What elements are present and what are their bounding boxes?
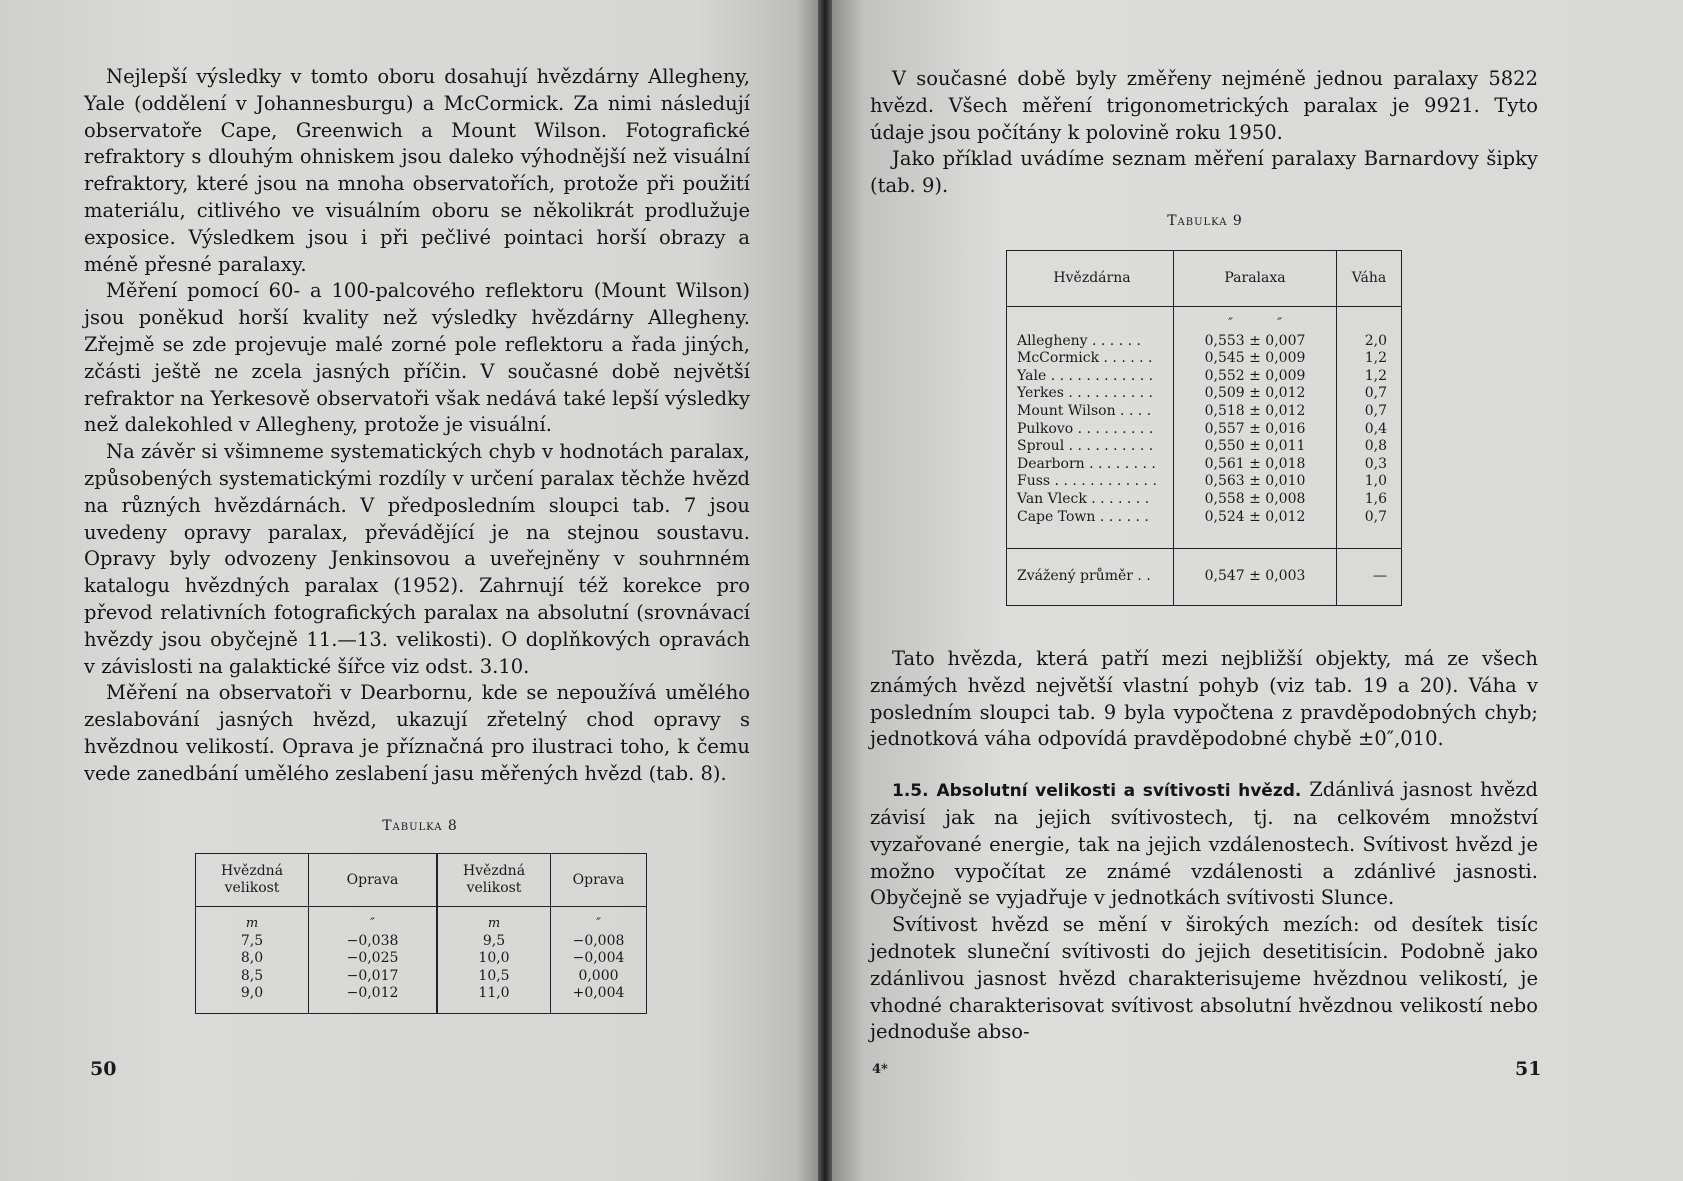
page-number: 50 (90, 1058, 117, 1080)
section-paragraph (870, 777, 1538, 912)
table-row (196, 933, 647, 951)
table-row (1007, 421, 1402, 439)
table8-cell: −0,008 (572, 932, 625, 949)
table8-unit: m (196, 907, 309, 933)
table8-cell: 10,0 (437, 950, 551, 968)
right-page-body-top (870, 66, 1538, 200)
table-row (196, 985, 647, 1013)
paragraph: Nejlepší výsledky v tomto oboru dosahují hvězdárny Allegheny, Yale (oddělení v Johannesburgu) a McCormick. Za nimi následují observatoře Cape, Greenwich a Mount Wilson. Fotografické refraktory s dlouhým ohniskem jsou daleko výhodnější než visuální refraktory, které jsou na mnoha observatořích, protože při použití materiálu, citlivého ve visuálním oboru se několikrát prodlužuje exposice. Výsledkem jsou i při pečlivé pointaci horší obrazy a méně přesné paralaxy. (84, 65, 750, 276)
section-title: Absolutní velikosti a svítivosti hvězd. (936, 781, 1302, 802)
table-row (196, 968, 647, 986)
section-number: 1.5. (892, 781, 929, 802)
table9-header: Hvězdárna (1007, 251, 1174, 307)
table9-cell: 0,561 ± 0,018 (1174, 456, 1337, 474)
table9-unit: ″ (1277, 316, 1282, 331)
table9-unit: ″ (1228, 316, 1233, 331)
table9-header: Paralaxa (1174, 251, 1337, 307)
book-gutter (818, 0, 832, 1181)
table-row (1007, 385, 1402, 403)
table9-cell: 0,3 (1364, 455, 1387, 472)
table9-cell: McCormick . . . . . . (1007, 350, 1174, 368)
page-number: 51 (1515, 1058, 1542, 1080)
table9-cell: 0,545 ± 0,009 (1174, 350, 1337, 368)
table9-cell: 0,518 ± 0,012 (1174, 403, 1337, 421)
table9-cell: Yale . . . . . . . . . . . . (1007, 368, 1174, 386)
left-page-body (84, 64, 750, 788)
table9-cell: Allegheny . . . . . . (1007, 333, 1174, 351)
table-row (1007, 333, 1402, 351)
table9-cell: 0,558 ± 0,008 (1174, 491, 1337, 509)
table9-header: Váha (1337, 251, 1402, 307)
table8-cell: −0,017 (309, 968, 438, 986)
table8-header: Oprava (309, 854, 438, 907)
table9-cell: 0,550 ± 0,011 (1174, 438, 1337, 456)
table9-cell: Mount Wilson . . . . (1007, 403, 1174, 421)
table9-cell: 0,563 ± 0,010 (1174, 473, 1337, 491)
paragraph: Svítivost hvězd se mění v širokých mezích: od desítek tisíc jednotek sluneční svítivosti do jejich desetitisícin. Podobně jako zdánlivou jasnost hvězd charakterisujeme hvězdnou velikostí, je vhodné charakterisovat svítivost absolutní hvězdnou velikostí nebo jednoduše abso- (870, 913, 1538, 1044)
table9-cell: Dearborn . . . . . . . . (1007, 456, 1174, 474)
table8-cell: −0,038 (309, 933, 438, 951)
table8-cell: 10,5 (437, 968, 551, 986)
table9-cell: 0,552 ± 0,009 (1174, 368, 1337, 386)
table-row (1007, 403, 1402, 421)
table8-header: Hvězdná velikost (196, 854, 309, 907)
paragraph: V současné době byly změřeny nejméně jednou paralaxy 5822 hvězd. Všech měření trigonometrických paralax je 9921. Tyto údaje jsou počítány k polovině roku 1950. (870, 67, 1538, 144)
table-row (1007, 438, 1402, 456)
table9-cell: 1,6 (1364, 490, 1387, 507)
table8-cell: 9,5 (437, 933, 551, 951)
table8-cell: −0,025 (309, 950, 438, 968)
table8-unit: ″ (596, 916, 601, 931)
table-row-average (1007, 549, 1402, 606)
paragraph: Na závěr si všimneme systematických chyb v hodnotách paralax, způsobených systematickými rozdíly v určení paralax těchže hvězd na různých hvězdárnách. V předposledním sloupci tab. 7 jsou uvedeny opravy paralax, převádějící je na stejnou soustavu. Opravy byly odvozeny Jenkinsovou a uveřejněny v souhrnném katalogu hvězdných paralax (1952). Zahrnují též korekce pro převod relativních fotografických paralax na absolutní (srovnávací hvězdy jsou obyčejně 11.—13. velikosti). O doplňkových opravách v závislosti na galaktické šířce viz odst. 3.10. (84, 440, 750, 678)
table9-cell: — (1337, 549, 1402, 606)
table8-unit: m (437, 907, 551, 933)
table9-cell: Cape Town . . . . . . (1007, 509, 1174, 549)
table9-cell: 0,8 (1364, 438, 1387, 455)
table-row (1007, 509, 1402, 549)
table9-cell: 0,553 ± 0,007 (1174, 333, 1337, 351)
table9-cell: 0,7 (1364, 508, 1387, 525)
table9-cell: Sproul . . . . . . . . . . (1007, 438, 1174, 456)
table8-cell: 9,0 (196, 985, 309, 1013)
table8-header: Hvězdná velikost (437, 854, 551, 907)
table9-cell: 0,7 (1364, 385, 1387, 402)
table9-cell: 0,547 ± 0,003 (1174, 549, 1337, 606)
table-row (196, 950, 647, 968)
signature-mark: 4* (872, 1062, 888, 1077)
table9-cell: Van Vleck . . . . . . . (1007, 491, 1174, 509)
table9-cell: Pulkovo . . . . . . . . . (1007, 421, 1174, 439)
table9-cell: 0,524 ± 0,012 (1174, 509, 1337, 549)
table9-cell: Fuss . . . . . . . . . . . . (1007, 473, 1174, 491)
table9-cell: 2,0 (1364, 332, 1387, 349)
table8-cell: −0,012 (309, 985, 438, 1013)
table8-cell: +0,004 (572, 985, 625, 1002)
table-row (1007, 350, 1402, 368)
table9-cell: 1,2 (1364, 350, 1387, 367)
table9-cell: 0,7 (1364, 402, 1387, 419)
table8-header: Oprava (551, 854, 647, 907)
paragraph: Měření pomocí 60- a 100-palcového reflektoru (Mount Wilson) jsou poněkud horší kvality než výsledky hvězdárny Allegheny. Zřejmě se zde projevuje malé zorné pole reflektoru a řada jiných, zčásti ještě ne zcela jasných příčin. V současné době největší refraktor na Yerkesově observatoři však nedává také lepší výsledky než dalekohled v Allegheny, protože je visuální. (84, 279, 750, 437)
table8-cell: 8,0 (196, 950, 309, 968)
table9-cell: 1,0 (1364, 473, 1387, 490)
paragraph: Jako příklad uvádíme seznam měření paralaxy Barnardovy šipky (tab. 9). (870, 147, 1538, 198)
table8-cell: 7,5 (196, 933, 309, 951)
table8-cell: 11,0 (437, 985, 551, 1013)
table-9 (1006, 250, 1402, 606)
section-text: Zdánlivá jasnost hvězd závisí jak na jejich svítivostech, tj. na celkovém množství vyzařované energie, tak na jejich vzdálenostech. Svítivost hvězd je možno vypočítat ze známé vzdálenosti a zdánlivé jasnosti. Obyčejně se vyjadřuje v jednotkách svítivosti Slunce. (870, 778, 1539, 910)
right-page-body-bottom (870, 646, 1538, 1046)
table-8 (195, 853, 647, 1014)
table-row (1007, 368, 1402, 386)
table9-cell: 0,509 ± 0,012 (1174, 385, 1337, 403)
table8-caption: Tabulka 8 (382, 818, 458, 834)
table8-cell: 8,5 (196, 968, 309, 986)
table9-cell: 1,2 (1364, 367, 1387, 384)
table8-cell: 0,000 (578, 967, 619, 984)
table-row (1007, 456, 1402, 474)
table9-caption: Tabulka 9 (1167, 213, 1243, 229)
table-row (1007, 491, 1402, 509)
table8-cell: −0,004 (572, 950, 625, 967)
table9-cell: Yerkes . . . . . . . . . . (1007, 385, 1174, 403)
table9-cell: 0,4 (1364, 420, 1387, 437)
table8-unit: ″ (309, 907, 438, 933)
paragraph: Měření na observatoři v Dearbornu, kde se nepoužívá umělého zeslabování jasných hvězd, ukazují zřetelný chod opravy s hvězdnou velikostí. Oprava je příznačná pro ilustraci toho, k čemu vede zanedbání umělého zeslabení jasu měřených hvězd (tab. 8). (84, 681, 750, 785)
paragraph: Tato hvězda, která patří mezi nejbližší objekty, má ze všech známých hvězd největší vlastní pohyb (viz tab. 19 a 20). Váha v posledním sloupci tab. 9 byla vypočtena z pravděpodobných chyb; jednotková váha odpovídá pravděpodobné chybě ±0″,010. (870, 647, 1538, 751)
table9-cell: Zvážený průměr . . (1007, 549, 1174, 606)
table9-cell: 0,557 ± 0,016 (1174, 421, 1337, 439)
table-row (1007, 473, 1402, 491)
